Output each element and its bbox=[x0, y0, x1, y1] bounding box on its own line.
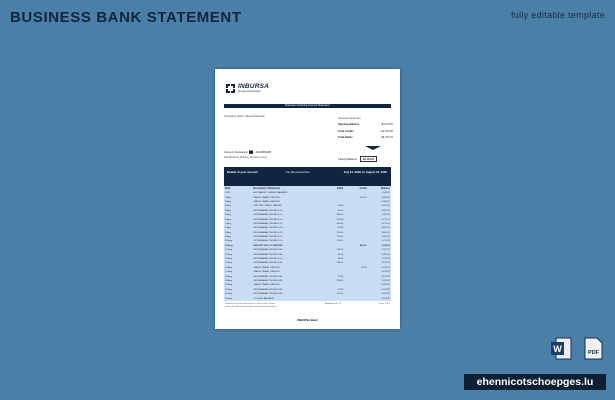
table-cell: CARDS TRANS. SERVICE bbox=[253, 196, 280, 199]
table-cell: 65.00 bbox=[337, 209, 344, 212]
table-cell: WITHDRAWAL ONLINE ID 10 bbox=[253, 231, 283, 234]
table-cell: 4,267.61 bbox=[381, 205, 390, 208]
bank-name: INBURSA bbox=[238, 82, 270, 90]
summary-value: $4,113.87 bbox=[381, 123, 393, 126]
table-cell: 20.00 bbox=[337, 288, 344, 291]
table-cell: 3,312.61 bbox=[381, 258, 390, 261]
table-cell: 2,932.87 bbox=[381, 280, 390, 282]
closing-balance-value: $3,113.97 bbox=[360, 156, 377, 162]
table-cell: 9-Aug bbox=[225, 231, 231, 234]
page-subtitle: fully editable template bbox=[511, 10, 605, 20]
details-title: Details of your account bbox=[227, 170, 258, 174]
table-cell: 22.00 bbox=[337, 205, 344, 208]
table-cell: 2,912.87 bbox=[381, 288, 390, 291]
table-cell: 2,932.87 bbox=[381, 284, 390, 287]
table-cell: 230.00 bbox=[336, 280, 344, 282]
table-cell: 6-Aug bbox=[225, 218, 231, 221]
table-cell: 3,287.61 bbox=[381, 227, 390, 230]
table-cell: 70.00 bbox=[337, 275, 344, 278]
table-cell: 105.00 bbox=[336, 249, 344, 252]
table-cell: 120.00 bbox=[336, 262, 344, 265]
summary-value: - $4,674.10 bbox=[379, 136, 393, 140]
table-cell: 400.00 bbox=[336, 222, 344, 225]
table-cell: 2,722.61 bbox=[381, 240, 390, 243]
table-cell: 21-Aug bbox=[225, 297, 233, 300]
closing-balance-label: Closing Balance bbox=[338, 157, 357, 161]
address-line: 640 Elizabeth Building, Mexican Lanes bbox=[224, 156, 267, 159]
table-cell: 20-Aug bbox=[225, 280, 233, 282]
table-cell: 3,777.61 bbox=[381, 218, 390, 221]
table-cell: 90.00 bbox=[337, 227, 344, 230]
table-cell: 17-Aug bbox=[225, 271, 233, 274]
table-cell: 100.00 bbox=[336, 293, 344, 296]
bank-logo bbox=[225, 83, 269, 94]
word-file-icon[interactable] bbox=[550, 337, 572, 360]
table-cell: 2-Aug bbox=[225, 200, 231, 203]
column-header: Date bbox=[225, 187, 231, 190]
table-cell: WITHDRAWAL ONLINE 2005 bbox=[253, 249, 283, 252]
table-cell: WITHDRAWAL ONLINE 2005 bbox=[253, 288, 283, 291]
table-row bbox=[224, 296, 391, 301]
summary-row bbox=[338, 130, 393, 133]
column-header: Credit bbox=[359, 187, 367, 190]
footer-note: Statement of all the transactions in your account. Please review this statement promptly and report any discrepancy. bbox=[225, 303, 278, 308]
table-cell: 7-Aug bbox=[225, 227, 231, 230]
table-cell: 4-Aug bbox=[225, 209, 231, 212]
page-title: BUSINESS BANK STATEMENT bbox=[10, 9, 242, 26]
period-range: July 21, 2022, to August 21, 2022 bbox=[343, 170, 387, 174]
table-cell: 10-Aug bbox=[225, 244, 233, 247]
table-cell: 220.00 bbox=[336, 231, 344, 234]
table-cell: CARDS TRANS. SERVICE bbox=[253, 266, 280, 269]
summary-value: + $1,016.00 bbox=[379, 129, 393, 133]
table-cell: 14-Aug bbox=[225, 258, 233, 261]
table-cell: 7-Aug bbox=[225, 222, 231, 225]
table-cell: 3,417.61 bbox=[381, 249, 390, 252]
table-cell: 12-Aug bbox=[225, 249, 233, 252]
table-cell: 4-Aug bbox=[225, 205, 231, 208]
table-cell bbox=[321, 296, 344, 301]
table-cell: SPECTRE CREDIT PARTNE bbox=[253, 205, 282, 208]
column-header: Balance bbox=[380, 187, 390, 190]
bank-logo-icon bbox=[225, 83, 236, 94]
table-cell: 12-Aug bbox=[225, 253, 233, 256]
table-cell: 800.00 bbox=[359, 244, 367, 247]
table-cell: 4,113.87 bbox=[381, 192, 390, 195]
table-cell: 3,352.61 bbox=[381, 253, 390, 256]
footer-bank-name: INBURSA Bank bbox=[297, 318, 318, 322]
table-cell: 170.00 bbox=[336, 240, 344, 243]
table-cell: WITHDRAWAL ONLINE ID 10 bbox=[253, 236, 283, 239]
table-cell: 21-Aug bbox=[225, 293, 233, 296]
table-cell: 40.26 bbox=[361, 266, 367, 269]
table-cell: 2,812.87 bbox=[381, 293, 390, 296]
word-badge-letter: W bbox=[553, 344, 562, 354]
table-cell: CLOSING BALANCE bbox=[253, 297, 275, 300]
table-cell: 2,812.87 bbox=[381, 297, 390, 300]
footer-statement-id: Statement ID: 17 bbox=[325, 303, 342, 305]
table-cell: AUTOMATIC OPENING BALANCE bbox=[253, 192, 288, 195]
table-cell: 4,202.61 bbox=[381, 209, 390, 212]
table-cell: WITHDRAWAL ONLINE 2005 bbox=[253, 275, 283, 278]
table-cell: 3,162.87 bbox=[381, 275, 390, 278]
footer-page-number: Page 1 of 1 bbox=[378, 303, 390, 305]
table-cell: 18-Aug bbox=[225, 275, 233, 278]
period-label: For the period from bbox=[286, 170, 310, 174]
table-cell: 15-Aug bbox=[225, 262, 233, 265]
details-header bbox=[224, 167, 391, 186]
summary-label: Total Debits bbox=[338, 136, 353, 140]
table-cell: 40.00 bbox=[337, 258, 344, 261]
website-label[interactable]: ehennicotschoepges.lu bbox=[464, 374, 606, 390]
summary-row bbox=[338, 136, 393, 139]
account-line: Account Sequence: ██ • 1914689400 bbox=[224, 150, 272, 154]
pdf-file-icon[interactable] bbox=[582, 337, 604, 360]
table-cell: 9-Aug bbox=[225, 236, 231, 239]
table-cell: 16-Aug bbox=[225, 266, 233, 269]
summary-arrow-icon bbox=[365, 146, 381, 150]
table-cell: WITHDRAWAL ONLINE ID 10 bbox=[253, 222, 283, 225]
table-cell: WITHDRAWAL ONLINE 2005 bbox=[253, 253, 283, 256]
statement-title-bar: Business Checking Account Statement bbox=[224, 104, 391, 108]
table-cell: 65.00 bbox=[337, 253, 344, 256]
table-cell: 3,232.87 bbox=[381, 271, 390, 274]
table-cell: 3,522.61 bbox=[381, 244, 390, 247]
company-line: Company name: Aliexar Rosvolo bbox=[224, 114, 265, 118]
table-cell: CARDS TRANS. SERVICE bbox=[253, 284, 280, 287]
table-cell: 20-Aug bbox=[225, 284, 233, 287]
table-cell: 3,192.61 bbox=[381, 262, 390, 265]
table-cell: 175.74 bbox=[359, 196, 367, 199]
table-cell: 3,232.87 bbox=[381, 266, 390, 269]
transactions-table bbox=[224, 186, 391, 301]
table-cell: 175.00 bbox=[336, 236, 344, 239]
pdf-badge-label: PDF bbox=[588, 350, 599, 356]
table-cell: CARDS TRANS. SERVICE bbox=[253, 200, 280, 203]
summary-row bbox=[338, 123, 393, 126]
table-cell: 3,902.61 bbox=[381, 214, 390, 217]
statement-document bbox=[215, 69, 400, 329]
table-cell: WITHDRAWAL ONLINE ID 10 bbox=[253, 209, 283, 212]
account-summary bbox=[338, 116, 393, 143]
table-cell: 4,289.61 bbox=[381, 200, 390, 203]
table-cell: 1-Aug bbox=[225, 196, 231, 199]
table-cell: 21-Aug bbox=[225, 288, 233, 291]
summary-label: Opening Balance bbox=[338, 123, 360, 126]
table-cell: 2023 bbox=[225, 192, 230, 195]
table-cell: 5-Aug bbox=[225, 214, 231, 217]
table-cell: 125.00 bbox=[336, 218, 344, 221]
table-cell: 2,892.61 bbox=[381, 236, 390, 239]
table-cell: WITHDRAWAL ONLINE 2005 bbox=[253, 280, 283, 282]
table-cell: DEPOSIT HN E TO DEPOSIT bbox=[253, 244, 283, 247]
table-cell bbox=[344, 296, 367, 301]
table-cell: 4,289.61 bbox=[381, 196, 390, 199]
account-summary-title: Account Summary bbox=[338, 116, 361, 120]
table-cell: WITHDRAWAL ONLINE ID 10 bbox=[253, 214, 283, 217]
summary-label: Total Credits bbox=[338, 129, 354, 133]
column-header: Description / Reference bbox=[253, 187, 281, 190]
table-cell: WITHDRAWAL ONLINE ID 10 bbox=[253, 218, 283, 221]
table-cell: 3,377.61 bbox=[381, 222, 390, 225]
table-cell: WITHDRAWAL ONLINE ID 10 bbox=[253, 240, 283, 243]
table-cell: WITHDRAWAL ONLINE ID 10 bbox=[253, 258, 283, 261]
closing-balance bbox=[338, 156, 377, 162]
table-cell: CARDS TRANS. SERVICE bbox=[253, 271, 280, 274]
table-cell: WITHDRAWAL ONLINE 2005 bbox=[253, 262, 283, 265]
bank-subtitle: Grupo Financiero bbox=[238, 89, 262, 94]
table-cell: 300.00 bbox=[336, 214, 344, 217]
table-cell: 3,067.61 bbox=[381, 231, 390, 234]
table-cell: 10-Aug bbox=[225, 240, 233, 243]
table-cell: WITHDRAWAL ONLINE 2005 bbox=[253, 293, 283, 296]
table-cell: WITHDRAWAL ONLINE ID 10 bbox=[253, 227, 283, 230]
column-header: Debit bbox=[337, 187, 344, 190]
